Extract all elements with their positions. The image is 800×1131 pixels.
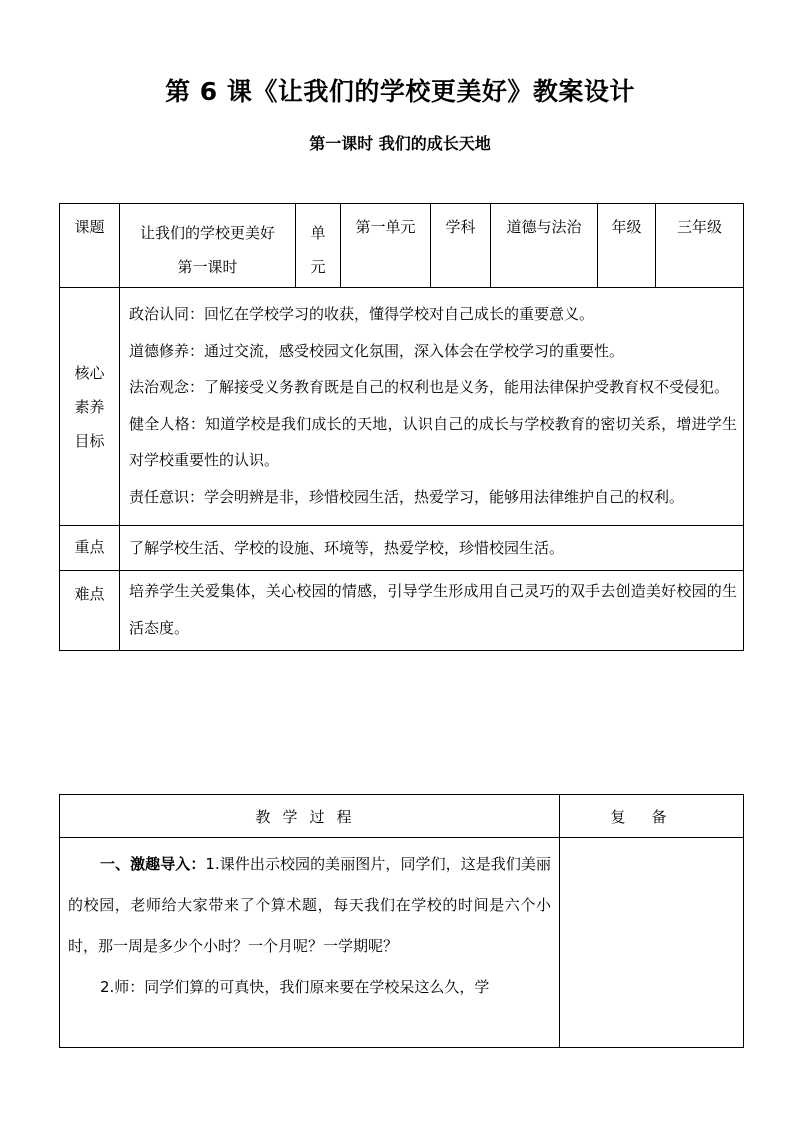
core-goals-label [60,288,120,526]
topic-label: 课题 [60,204,120,288]
lesson-info-table [59,203,744,651]
process-body-row [60,838,744,1048]
process-header-right: 复备 [560,795,744,838]
difficulty-content: 培养学生关爱集体，关心校园的情感，引导学生形成用自己灵巧的双手去创造美好校园的生活态度。 [120,571,744,651]
teaching-process-table [59,794,744,1048]
core-goal-item: 责任意识：学会明辨是非，珍惜校园生活，热爱学习，能够用法律维护自己的权利。 [129,487,685,506]
core-label-line3: 目标 [74,431,105,450]
topic-value-line2: 第一课时 [177,258,238,276]
grade-value: 三年级 [656,204,744,288]
topic-value-line1: 让我们的学校更美好 [139,224,275,242]
core-goal-item: 道德修养：通过交流，感受校园文化氛围，深入体会在学校学习的重要性。 [129,341,625,360]
core-goal-item: 政治认同：回忆在学校学习的收获，懂得学校对自己成长的重要意义。 [129,305,595,323]
core-goal-item: 法治观念：了解接受义务教育既是自己的权利也是义务，能用法律保护受教育权不受侵犯。 [129,378,730,396]
unit-label-line1: 单 [310,224,326,242]
info-row-topic [60,204,744,288]
difficulty-label: 难点 [60,571,120,651]
process-content [60,838,560,1048]
process-header-left: 教学过程 [60,795,560,838]
info-row-key-points [60,526,744,571]
section-1-text: 1.课件出示校园的美丽图片，同学们，这是我们美丽的校园，老师给大家带来了个算术题，每天我们在学校的时间是六个小时，那一周是多少个小时？一个月呢？一学期呢？ [68,855,551,955]
core-label-line1: 核心 [74,363,105,382]
unit-value: 第一单元 [341,204,431,288]
revision-notes-cell [560,838,744,1048]
core-label-line2: 素养 [74,397,105,416]
page-title: 第 6 课《让我们的学校更美好》教案设计 [165,77,635,106]
process-section-2: 2.师：同学们算的可真快，我们原来要在学校呆这么久，学 [100,978,490,996]
grade-label: 年级 [598,204,656,288]
section-1-heading: 一、激趣导入： [100,855,206,873]
page-subtitle: 第一课时 我们的成长天地 [309,134,491,153]
core-goal-item: 健全人格：知道学校是我们成长的天地，认识自己的成长与学校教育的密切关系，增进学生对学校重要性的认识。 [129,414,737,469]
key-points-label: 重点 [60,526,120,571]
core-goals-content [120,288,744,526]
process-section-1 [68,844,551,967]
info-row-core-goals [60,288,744,526]
key-points-content: 了解学校生活、学校的设施、环境等，热爱学校，珍惜校园生活。 [120,526,744,571]
unit-label-line2: 元 [310,258,326,276]
process-header-row [60,795,744,838]
unit-label [296,204,341,288]
subject-label: 学科 [431,204,491,288]
subject-value: 道德与法治 [491,204,598,288]
info-row-difficulty [60,571,744,651]
topic-value [120,204,296,288]
